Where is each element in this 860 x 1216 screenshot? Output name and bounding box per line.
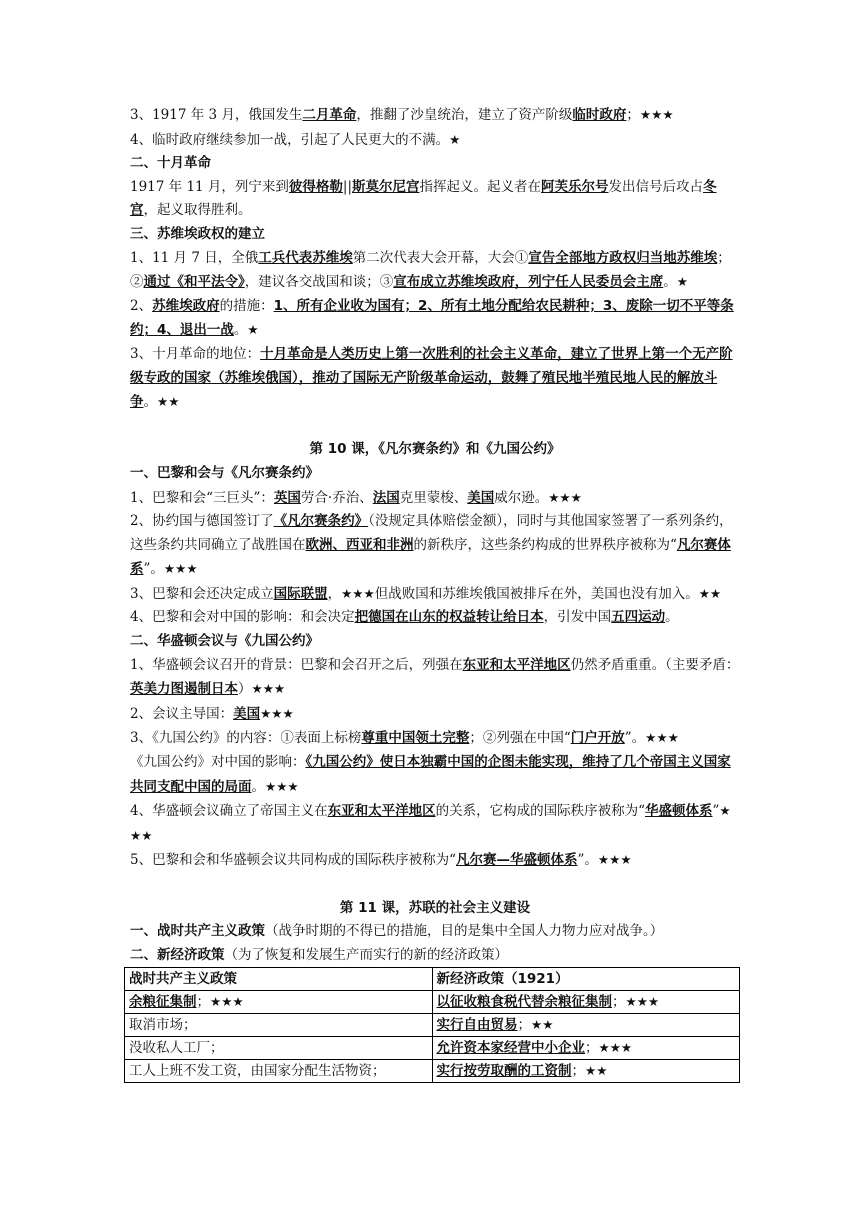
text-run: ；②: [130, 249, 731, 291]
text-run: ，: [327, 585, 342, 602]
star-rating-icon: ★★★: [163, 561, 198, 577]
emphasis-text: 阿芙乐尔号: [541, 178, 609, 195]
text-run: 3、《九国公约》的内容：①表面上标榜: [130, 730, 362, 747]
text-run: 发出信号后攻占: [608, 178, 704, 195]
star-rating-icon: ★: [247, 322, 259, 338]
text-run: 3、十月革命的地位：: [130, 345, 261, 362]
text-run: ；: [517, 1017, 531, 1034]
emphasis-text: 华盛顿体系: [645, 803, 713, 820]
text-run: 威尔逊。: [494, 489, 549, 506]
text-run: 《九国公约》对中国的影响：: [130, 754, 306, 771]
paragraph: [130, 128, 740, 153]
emphasis-text: 工兵代表苏维埃: [258, 249, 353, 266]
text-run: （为了恢复和发展生产而实行的新的经济政策）: [224, 946, 508, 963]
text-run: 4、巴黎和会对中国的影响：和会决定: [130, 609, 355, 626]
spacer: [130, 873, 740, 897]
emphasis-text: 实行按劳取酬的工资制: [436, 1063, 572, 1080]
star-rating-icon: ★★★: [210, 994, 244, 1010]
text-run: 。: [251, 778, 265, 795]
emphasis-text: 东亚和太平洋地区: [327, 803, 436, 820]
star-rating-icon: ★★★: [639, 107, 674, 122]
table-cell: [432, 991, 740, 1014]
table-cell: [125, 1060, 433, 1083]
table-row: [125, 991, 740, 1014]
paragraph: [130, 582, 740, 607]
text-run: ；: [571, 1063, 585, 1080]
text-run: （没规定具体赔偿金额），同时与其他国家签署了一系列条约，这些条约共同确立了战胜国在: [130, 513, 733, 553]
emphasis-text: 苏维埃政府: [152, 297, 220, 314]
text-run: 第 11 课，苏联的社会主义建设: [339, 899, 531, 916]
text-run: 第 10 课，《凡尔赛条约》和《九国公约》: [309, 441, 561, 458]
paragraph: [130, 944, 740, 968]
text-run: ”。: [577, 852, 598, 869]
table-cell: [432, 1037, 740, 1060]
star-rating-icon: ★★★: [130, 803, 731, 843]
text-run: 克里蒙梭、: [399, 489, 468, 506]
paragraph: [130, 702, 740, 727]
paragraph: [130, 654, 740, 702]
spacer: [130, 415, 740, 439]
text-run: 1、11 月 7 日，全俄: [130, 249, 259, 266]
emphasis-text: 东亚和太平洋地区: [462, 656, 571, 673]
text-run: 三、苏维埃政权的建立: [130, 225, 265, 242]
star-rating-icon: ★★: [585, 1063, 608, 1079]
text-run: ；: [196, 994, 210, 1011]
paragraph: [130, 920, 740, 944]
star-rating-icon: ★: [676, 274, 688, 290]
section-heading: [130, 223, 740, 247]
text-run: 仍然矛盾重重。（主要矛盾：: [570, 656, 740, 673]
emphasis-text: 通过《和平法令》: [143, 274, 245, 291]
paragraph: [130, 486, 740, 511]
text-run: ）: [238, 681, 252, 698]
emphasis-text: 彼得格勒: [288, 178, 343, 195]
star-rating-icon: ★★: [157, 394, 180, 410]
table-row: [125, 1060, 740, 1083]
star-rating-icon: ★★★: [265, 778, 299, 794]
text-run: 。: [233, 322, 248, 339]
section-heading: [130, 152, 740, 176]
table-header-cell: 战时共产主义政策: [125, 968, 433, 991]
text-run: 二、十月革命: [130, 155, 211, 172]
emphasis-text: 美国: [233, 705, 261, 722]
star-rating-icon: ★★★: [260, 705, 294, 721]
text-run: ；: [626, 107, 640, 123]
lesson-title: [130, 438, 740, 462]
star-rating-icon: ★★: [698, 585, 722, 601]
text-run: 第二次代表大会开幕，大会①: [352, 249, 529, 266]
table-cell: [125, 1014, 433, 1037]
paragraph: [130, 606, 740, 630]
paragraph: [130, 799, 740, 848]
text-run: 5、巴黎和会和华盛顿会议共同构成的国际秩序被称为“: [130, 852, 456, 869]
table-header-row: [125, 968, 740, 991]
text-run: 没收私人工厂；: [129, 1040, 224, 1057]
star-rating-icon: ★★★: [251, 681, 286, 697]
text-run: 但战败国和苏维埃俄国被排斥在外，美国也没有加入。: [374, 585, 699, 602]
section-heading: [130, 462, 740, 486]
emphasis-text: 允许资本家经营中小企业: [436, 1040, 585, 1057]
text-run: 二、华盛顿会议与《九国公约》: [130, 633, 319, 650]
star-rating-icon: ★★★: [645, 730, 679, 746]
paragraph: [130, 103, 740, 128]
emphasis-text: 临时政府: [572, 107, 627, 123]
paragraph: [130, 510, 740, 582]
text-run: ”。: [624, 730, 646, 747]
emphasis-text: 1、所有企业收为国有；2、所有土地分配给农民耕种；3、废除一切不平等条约；4、退出一战: [130, 297, 734, 339]
text-run: 的新秩序，这些条约构成的世界秩序被称为“: [413, 536, 677, 553]
table-row: [125, 1037, 740, 1060]
emphasis-text: 余粮征集制: [129, 994, 197, 1011]
emphasis-text: 二月革命: [302, 107, 357, 123]
text-run: ，推翻了沙皇统治，建立了资产阶级: [356, 107, 573, 123]
document-body: [130, 103, 740, 1083]
paragraph: [130, 247, 740, 295]
text-run: 2、协约国与德国签订了: [130, 513, 274, 530]
text-run: 3、1917 年 3 月，俄国发生: [130, 107, 303, 123]
paragraph: [130, 726, 740, 751]
table-cell: [125, 1037, 433, 1060]
emphasis-text: 把德国在山东的权益转让给日本: [354, 609, 544, 626]
section-heading: [130, 630, 740, 654]
lesson-title: [130, 897, 740, 921]
emphasis-text: 宣布成立苏维埃政府，列宁任人民委员会主席: [393, 274, 664, 291]
text-run: 工人上班不发工资，由国家分配生活物资；: [129, 1063, 386, 1080]
text-run: 1、巴黎和会“三巨头”：: [130, 489, 274, 506]
emphasis-text: 《凡尔赛条约》: [273, 513, 369, 530]
text-run: 。: [663, 274, 677, 291]
text-run: 。: [143, 394, 157, 411]
text-run: ；: [585, 1040, 599, 1057]
star-rating-icon: ★★★: [341, 585, 375, 601]
text-run: 。: [665, 609, 679, 626]
emphasis-text: 宣告全部地方政权归当地苏维埃: [528, 249, 718, 266]
text-run: ，建议各交战国和谈；③: [244, 274, 394, 291]
star-rating-icon: ★★★: [597, 852, 632, 868]
emphasis-text: 欧洲、西亚和非洲: [305, 536, 414, 553]
text-run: 3、巴黎和会还决定成立: [130, 585, 274, 602]
text-run: 一、巴黎和会与《凡尔赛条约》: [130, 464, 319, 481]
text-run: 4、华盛顿会议确立了帝国主义在: [130, 803, 328, 820]
paragraph: [130, 176, 740, 223]
emphasis-text: 英美力图遏制日本: [130, 681, 238, 698]
table-header-cell: 新经济政策（1921）: [432, 968, 740, 991]
emphasis-text: 美国: [467, 489, 495, 506]
text-run: ”: [712, 803, 720, 820]
emphasis-text: 实行自由贸易: [436, 1017, 518, 1034]
emphasis-text: 冬宫: [130, 178, 717, 219]
paragraph: [130, 848, 740, 873]
table-cell: [432, 1014, 740, 1037]
text-run: 2、会议主导国：: [130, 705, 234, 722]
star-rating-icon: ★★: [531, 1017, 554, 1033]
text-run: ；②列强在中国“: [469, 730, 571, 747]
emphasis-text: 凡尔赛体系: [130, 536, 731, 578]
emphasis-text: 《九国公约》使日本独霸中国的企图未能实现，维持了几个帝国主义国家共同支配中国的局面: [130, 754, 731, 795]
text-run: 的措施：: [219, 297, 274, 314]
star-rating-icon: ★: [449, 131, 461, 147]
emphasis-text: 一、战时共产主义政策: [130, 923, 265, 940]
star-rating-icon: ★★★: [548, 489, 582, 505]
text-run: 1917 年 11 月，列宁来到: [130, 178, 289, 195]
text-run: 取消市场；: [129, 1017, 197, 1034]
emphasis-text: 十月革命是人类历史上第一次胜利的社会主义革命，建立了世界上第一个无产阶级专政的国家（苏维埃俄国），推动了国际无产阶级革命运动，鼓舞了殖民地半殖民地人民的解放斗争: [130, 345, 733, 411]
star-rating-icon: ★★★: [598, 1040, 633, 1056]
paragraph: [130, 295, 740, 343]
text-run: 指挥起义。起义者在: [419, 178, 542, 195]
text-run: 1、华盛顿会议召开的背景：巴黎和会召开之后，列强在: [130, 656, 463, 673]
text-run: 的关系，它构成的国际秩序被称为“: [435, 803, 645, 820]
text-run: ||: [342, 178, 353, 195]
emphasis-text: 门户开放: [570, 730, 625, 747]
text-run: ；: [612, 994, 626, 1011]
emphasis-text: 斯莫尔尼宫: [352, 178, 420, 195]
table-row: [125, 1014, 740, 1037]
policy-comparison-table: [124, 967, 740, 1083]
emphasis-text: 英国: [273, 489, 301, 506]
emphasis-text: 凡尔赛—华盛顿体系: [456, 852, 578, 869]
emphasis-text: 尊重中国领土完整: [361, 730, 470, 747]
paragraph: [130, 751, 740, 799]
emphasis-text: 以征收粮食税代替余粮征集制: [436, 994, 612, 1011]
star-rating-icon: ★★★: [625, 994, 660, 1010]
emphasis-text: 二、新经济政策: [130, 946, 225, 963]
table-cell: [432, 1060, 740, 1083]
emphasis-text: 法国: [372, 489, 400, 506]
text-run: （战争时期的不得已的措施，目的是集中全国人力物力应对战争。）: [265, 923, 664, 940]
paragraph: [130, 343, 740, 415]
text-run: ”。: [143, 561, 164, 578]
text-run: 劳合·乔治、: [300, 489, 373, 506]
text-run: 4、临时政府继续参加一战，引起了人民更大的不满。: [130, 131, 450, 148]
text-run: ，起义取得胜利。: [143, 202, 252, 219]
text-run: ，引发中国: [543, 609, 612, 626]
emphasis-text: 国际联盟: [273, 585, 328, 602]
table-cell: [125, 991, 433, 1014]
text-run: 2、: [130, 297, 153, 314]
emphasis-text: 五四运动: [611, 609, 666, 626]
